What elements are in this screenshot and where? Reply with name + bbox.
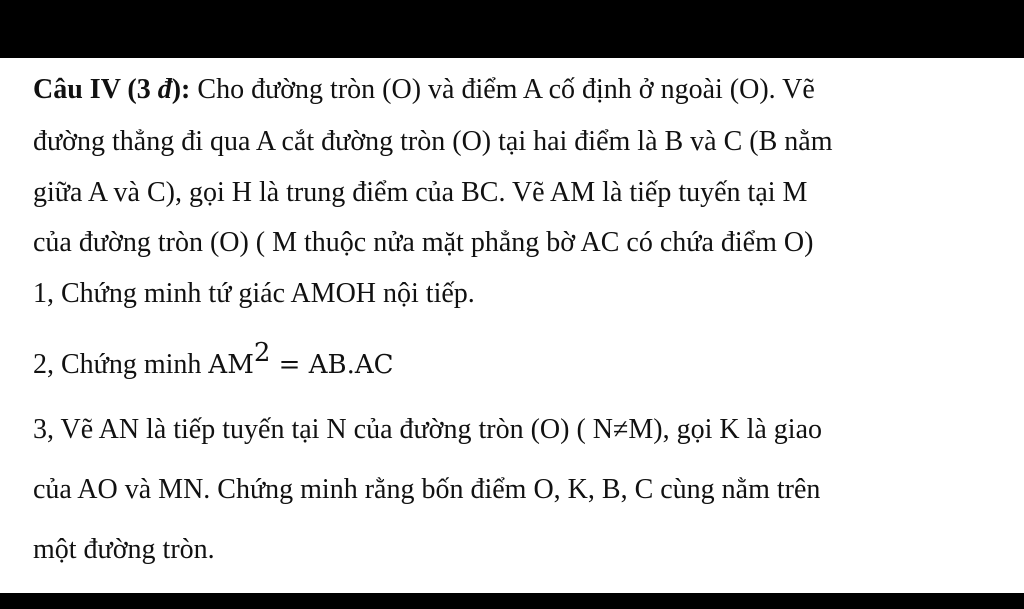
- question-line-4: của đường tròn (O) ( M thuộc nửa mặt phẳng bờ AC có chứa điểm O): [33, 227, 814, 258]
- part-3-line-2: của AO và MN. Chứng minh rằng bốn điểm O, K, B, C cùng nằm trên: [33, 474, 821, 505]
- part-2-prefix: 2, Chứng minh: [33, 349, 209, 380]
- question-line-2: đường thẳng đi qua A cắt đường tròn (O) tại hai điểm là B và C (B nằm: [33, 126, 833, 157]
- question-line-1: [33, 70, 815, 110]
- equation-lhs: AM: [208, 350, 254, 380]
- question-label: Câu IV (3: [33, 74, 158, 105]
- equation-rhs: = AB.AC: [270, 350, 394, 380]
- part-3-line-3: một đường tròn.: [33, 534, 215, 565]
- question-text-1: Cho đường tròn (O) và điểm A cố định ở ngoài (O). Vẽ: [190, 74, 815, 105]
- question-label-end: ):: [171, 74, 191, 105]
- part-2: [33, 338, 394, 385]
- part-3-line-1: 3, Vẽ AN là tiếp tuyến tại N của đường tròn (O) ( N≠M), gọi K là giao: [33, 414, 823, 445]
- part-1: 1, Chứng minh tứ giác AMOH nội tiếp.: [33, 278, 475, 309]
- question-line-3: giữa A và C), gọi H là trung điểm của BC. Vẽ AM là tiếp tuyến tại M: [33, 177, 808, 208]
- points-unit: đ: [157, 74, 172, 105]
- equation-exponent: 2: [253, 338, 271, 368]
- document-page: [0, 58, 1024, 593]
